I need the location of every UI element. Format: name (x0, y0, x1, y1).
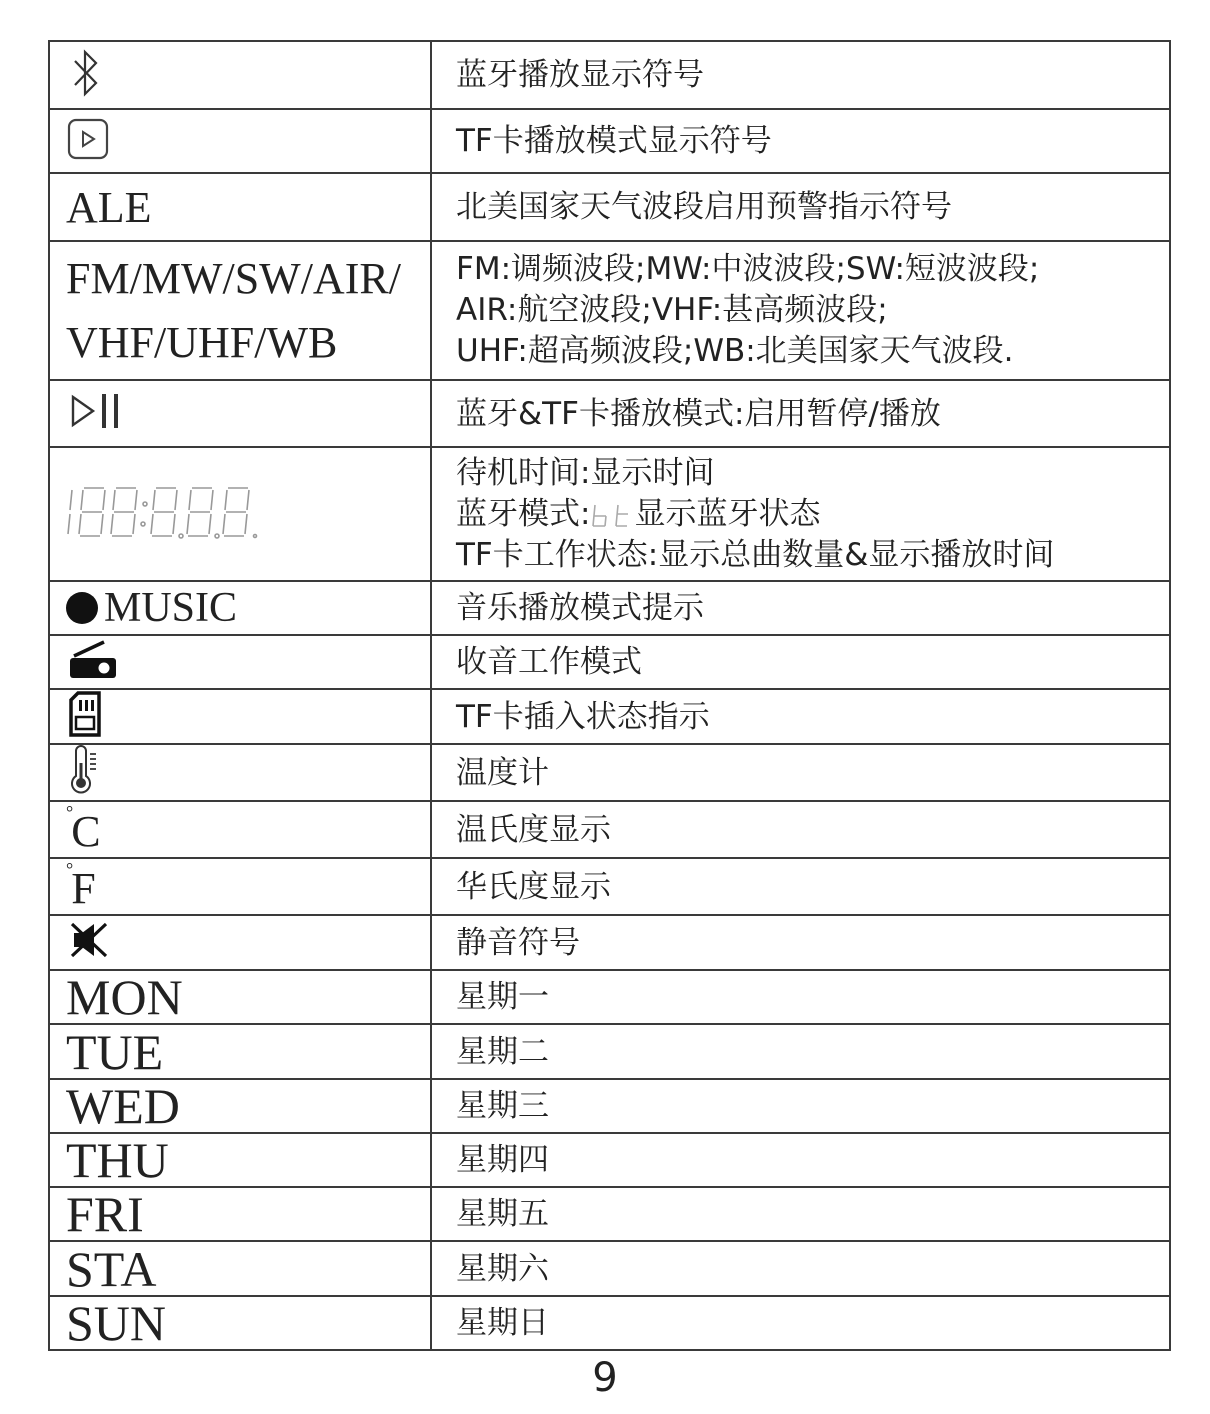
description-cell: 音乐播放模式提示 (431, 581, 1170, 635)
description-cell: 温氏度显示 (431, 801, 1170, 858)
symbol-cell (49, 109, 431, 173)
symbol-cell (49, 970, 431, 1024)
description-cell: 星期三 (431, 1079, 1170, 1133)
description-line: 待机时间:显示时间 (456, 454, 715, 491)
symbol-cell (49, 1133, 431, 1187)
table-row (49, 1296, 1170, 1350)
thermometer-icon (66, 745, 106, 795)
table-row (49, 1079, 1170, 1133)
description-line: FM:调频波段;MW:中波波段;SW:短波波段; (456, 251, 1040, 287)
day-label: TUE (66, 1023, 164, 1080)
symbol-cell (49, 1187, 431, 1241)
description-cell: 华氏度显示 (431, 858, 1170, 915)
description-line: TF卡工作状态:显示总曲数量&显示播放时间 (456, 536, 1055, 573)
degree-mark: ° (66, 802, 74, 822)
fahrenheit-letter: F (71, 864, 96, 913)
table-row (49, 689, 1170, 744)
description-cell: 星期六 (431, 1241, 1170, 1296)
table-row (49, 380, 1170, 447)
description-cell: 收音工作模式 (431, 635, 1170, 689)
symbol-legend-table (48, 40, 1171, 1351)
symbol-cell (49, 689, 431, 744)
symbol-cell (49, 581, 431, 635)
description-cell (431, 447, 1170, 581)
celsius-symbol (66, 802, 101, 856)
music-label: MUSIC (104, 585, 238, 631)
symbol-cell (49, 1241, 431, 1296)
bluetooth-icon (66, 47, 106, 99)
band-label-line: FM/MW/SW/AIR/ (66, 253, 401, 303)
table-row (49, 1241, 1170, 1296)
symbol-cell (49, 1296, 431, 1350)
description-line: UHF:超高频波段;WB:北美国家天气波段. (456, 333, 1014, 369)
ale-label: ALE (66, 182, 152, 232)
description-cell: 静音符号 (431, 915, 1170, 970)
table-row (49, 970, 1170, 1024)
bt-segment-icon (590, 502, 634, 530)
table-row (49, 1133, 1170, 1187)
table-row (49, 1187, 1170, 1241)
day-label: FRI (66, 1186, 144, 1242)
description-cell: 星期五 (431, 1187, 1170, 1241)
mute-icon (66, 918, 114, 962)
day-label: THU (66, 1132, 169, 1188)
description-cell: 星期二 (431, 1024, 1170, 1079)
table-row (49, 635, 1170, 689)
table-row (49, 173, 1170, 241)
symbol-cell (49, 858, 431, 915)
table-row (49, 447, 1170, 581)
description-line (456, 494, 1169, 535)
description-cell: 蓝牙播放显示符号 (431, 41, 1170, 109)
radio-icon (66, 638, 122, 682)
description-line: AIR:航空波段;VHF:甚高频波段; (456, 292, 888, 328)
description-text: 显示蓝牙状态 (634, 495, 821, 532)
table-row (49, 858, 1170, 915)
symbol-cell (49, 41, 431, 109)
day-label: WED (66, 1078, 180, 1134)
symbol-cell (49, 1024, 431, 1079)
table-row (49, 801, 1170, 858)
table-row (49, 41, 1170, 109)
table-row (49, 744, 1170, 801)
symbol-cell (49, 1079, 431, 1133)
band-labels (66, 247, 430, 375)
celsius-letter: C (71, 807, 101, 856)
seven-segment-display (66, 484, 276, 540)
symbol-cell (49, 447, 431, 581)
day-label: MON (66, 969, 183, 1025)
description-cell: 北美国家天气波段启用预警指示符号 (431, 173, 1170, 241)
sd-card-icon (66, 690, 106, 738)
day-label: STA (66, 1240, 157, 1297)
page-number: 9 (592, 1355, 618, 1401)
degree-mark: ° (66, 859, 74, 879)
symbol-cell (49, 380, 431, 447)
table-row (49, 915, 1170, 970)
table-row (49, 581, 1170, 635)
band-label-line: VHF/UHF/WB (66, 317, 338, 367)
description-text: 蓝牙模式: (456, 495, 591, 532)
description-cell: 星期日 (431, 1296, 1170, 1350)
table-row (49, 241, 1170, 380)
description-cell: 星期一 (431, 970, 1170, 1024)
symbol-cell (49, 744, 431, 801)
filled-circle-icon (66, 592, 98, 624)
description-cell: 星期四 (431, 1133, 1170, 1187)
table-row (49, 109, 1170, 173)
fahrenheit-symbol (66, 859, 96, 913)
description-cell: TF卡播放模式显示符号 (431, 109, 1170, 173)
description-cell: TF卡插入状态指示 (431, 689, 1170, 744)
symbol-cell (49, 801, 431, 858)
description-cell: 蓝牙&TF卡播放模式:启用暂停/播放 (431, 380, 1170, 447)
symbol-cell (49, 915, 431, 970)
symbol-cell (49, 635, 431, 689)
symbol-cell (49, 173, 431, 241)
description-cell (431, 241, 1170, 380)
day-label: SUN (66, 1295, 167, 1351)
description-cell: 温度计 (431, 744, 1170, 801)
table-row (49, 1024, 1170, 1079)
play-box-icon (66, 117, 110, 161)
play-pause-icon (66, 389, 130, 433)
symbol-cell (49, 241, 431, 380)
